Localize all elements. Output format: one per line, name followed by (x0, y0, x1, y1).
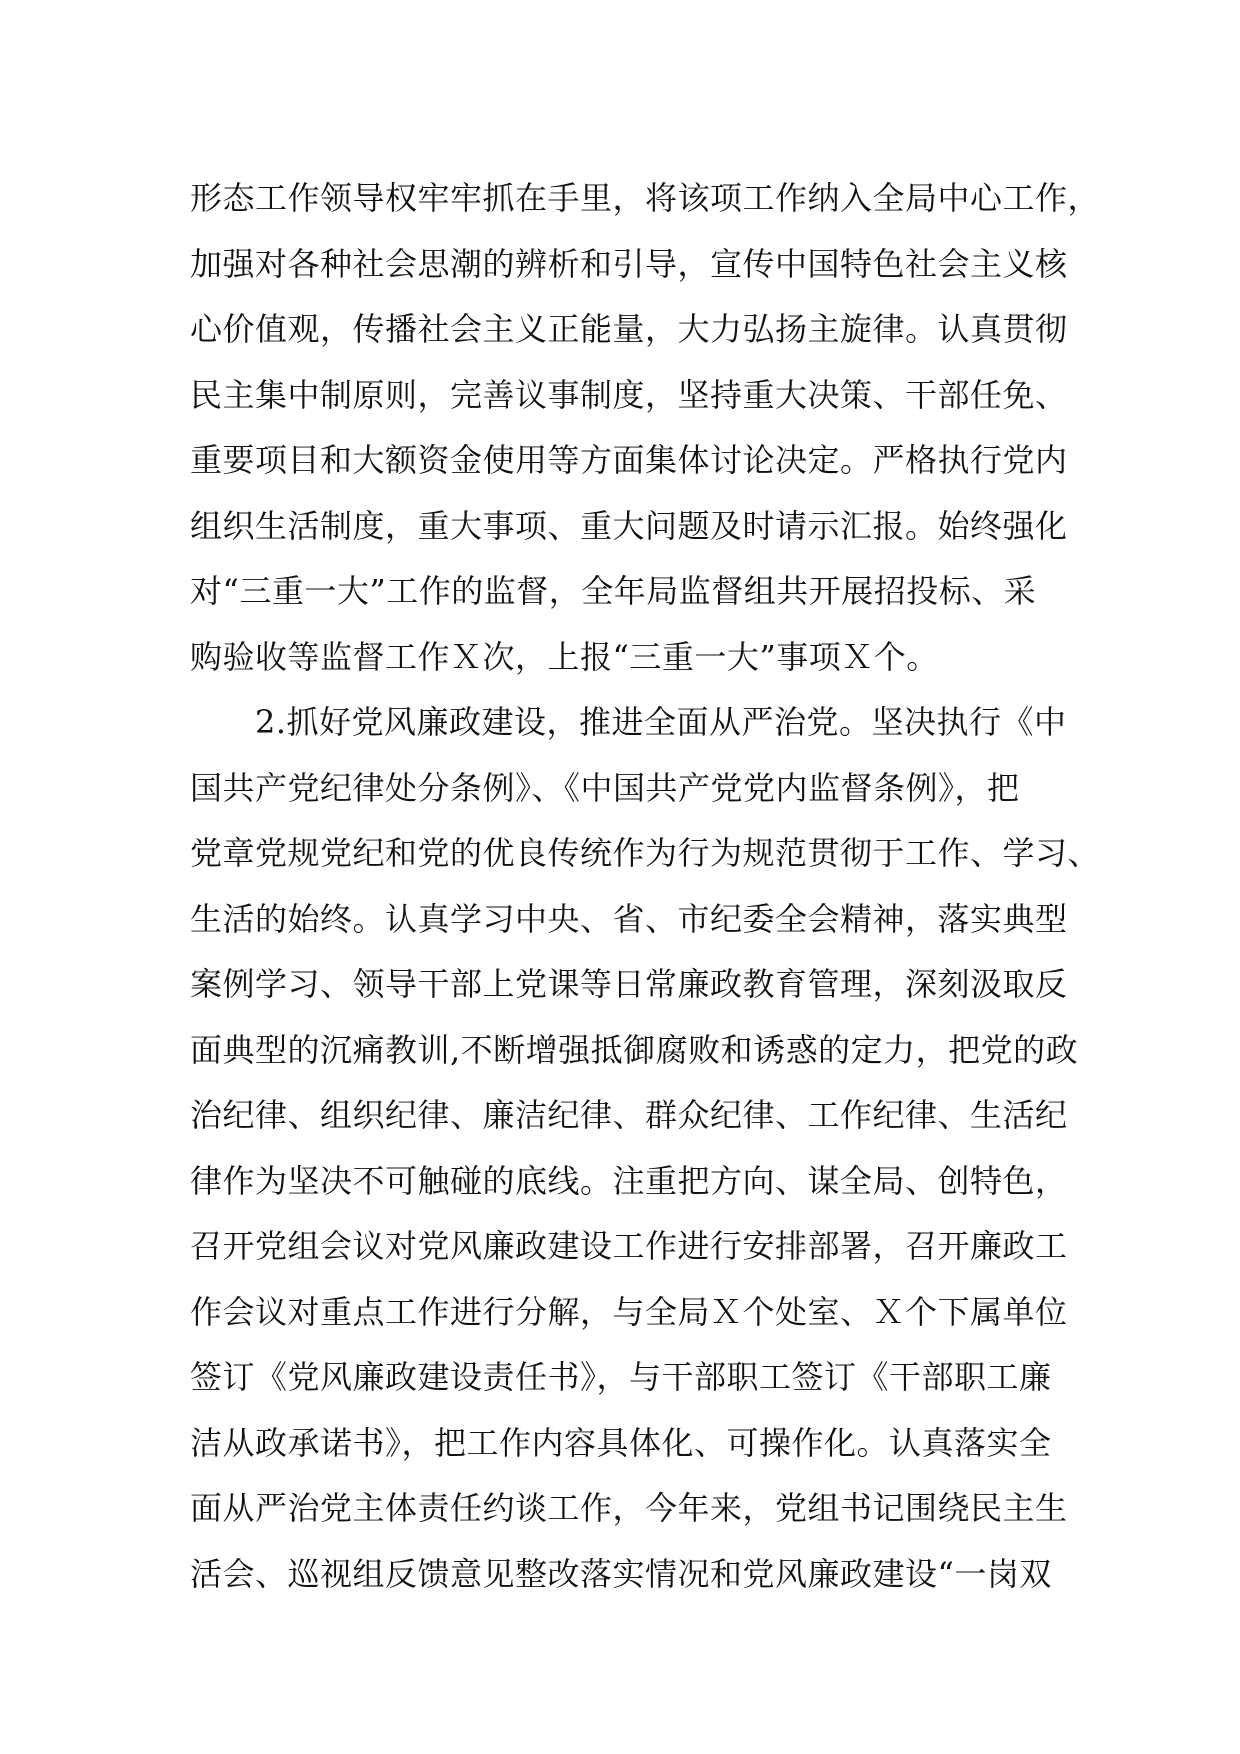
text-line: 洁从政承诺书》，把工作内容具体化、可操作化。认真落实全 (190, 1423, 1052, 1462)
text-line: 活会、巡视组反馈意见整改落实情况和党风廉政建设“一岗双 (190, 1554, 1052, 1593)
text-line: 案例学习、领导干部上党课等日常廉政教育管理，深刻汲取反 (190, 965, 1068, 1003)
text-line: 2.抓好党风廉政建设，推进全面从严治党。坚决执行《中 (190, 703, 1067, 741)
text-line: 民主集中制原则，完善议事制度，坚持重大决策、干部任免、 (190, 375, 1068, 414)
text-line: 加强对各种社会思潮的辨析和引导，宣传中国特色社会主义核 (190, 244, 1068, 283)
text-line: 生活的始终。认真学习中央、省、市纪委全会精神，落实典型 (190, 899, 1068, 938)
text-line: 党章党规党纪和党的优良传统作为行为规范贯彻于工作、学习、 (190, 834, 1101, 872)
text-line: 购验收等监督工作Ｘ次，上报“三重一大”事项Ｘ个。 (190, 637, 939, 676)
text-line: 形态工作领导权牢牢抓在手里，将该项工作纳入全局中心工作， (190, 179, 1101, 217)
text-line: 重要项目和大额资金使用等方面集体讨论决定。严格执行党内 (190, 441, 1068, 479)
text-line: 国共产党纪律处分条例》、《中国共产党党内监督条例》，把 (190, 768, 1020, 807)
text-line: 心价值观，传播社会主义正能量，大力弘扬主旋律。认真贯彻 (190, 310, 1068, 348)
text-line: 治纪律、组织纪律、廉洁纪律、群众纪律、工作纪律、生活纪 (190, 1096, 1068, 1134)
text-line: 作会议对重点工作进行分解，与全局Ｘ个处室、Ｘ个下属单位 (190, 1292, 1068, 1331)
text-line: 签订《党风廉政建设责任书》，与干部职工签订《干部职工廉 (190, 1358, 1052, 1396)
text-line: 对“三重一大”工作的监督，全年局监督组共开展招投标、采 (190, 572, 1037, 610)
body-text (190, 166, 1101, 1607)
text-line: 律作为坚决不可触碰的底线。注重把方向、谋全局、创特色， (190, 1161, 1068, 1200)
text-line: 召开党组会议对党风廉政建设工作进行安排部署，召开廉政工 (190, 1227, 1068, 1265)
text-line: 组织生活制度，重大事项、重大问题及时请示汇报。始终强化 (190, 506, 1068, 545)
text-line: 面典型的沉痛教训,不断增强抵御腐败和诱惑的定力，把党的政 (190, 1030, 1079, 1069)
text-line: 面从严治党主体责任约谈工作，今年来，党组书记围绕民主生 (190, 1489, 1068, 1527)
